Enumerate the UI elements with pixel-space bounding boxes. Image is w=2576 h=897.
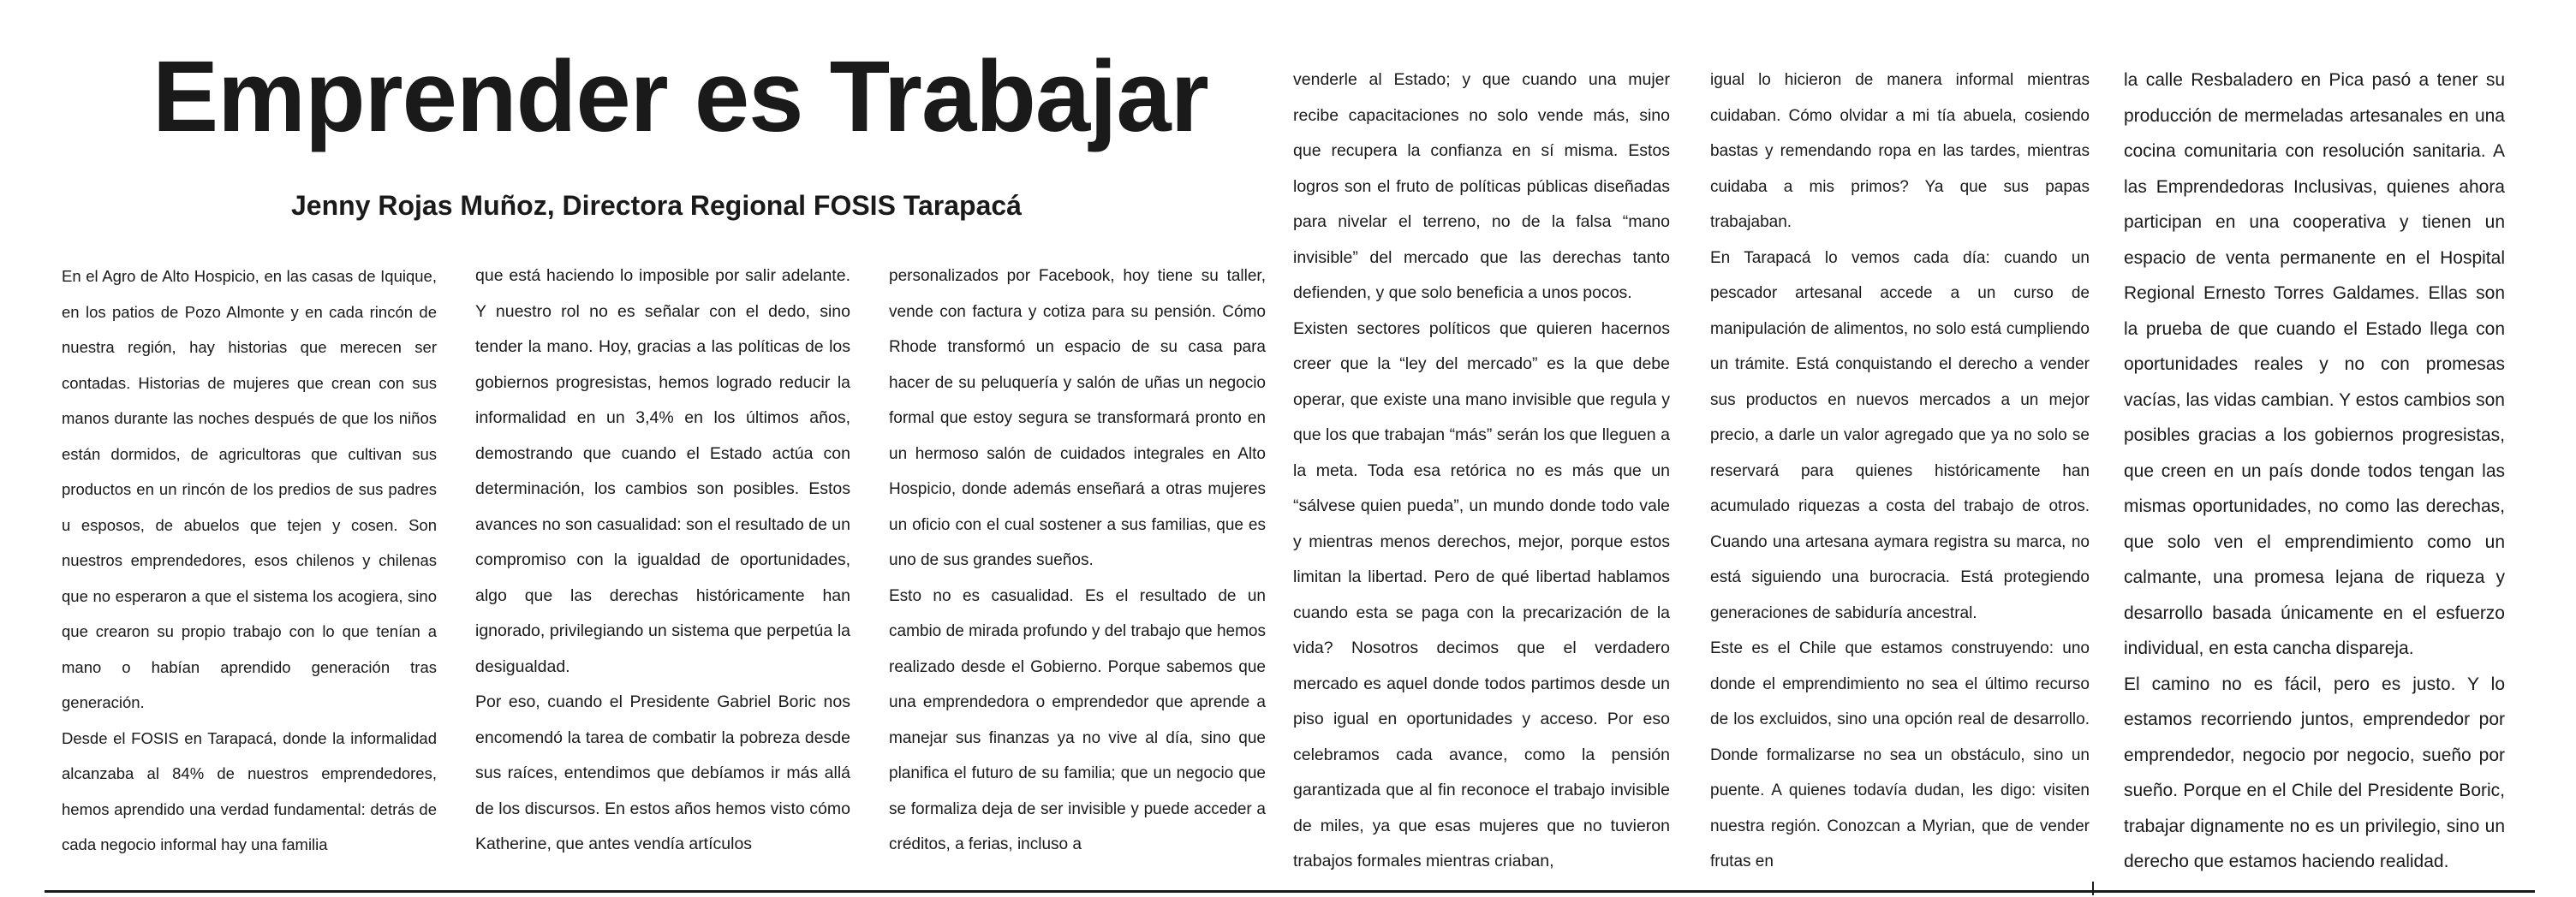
paragraph: Este es el Chile que estamos construyendo: uno donde el emprendimiento no sea el último recurso de los excluidos, sino una opción real de desarrollo. Donde formalizarse no sea un obstáculo, sino un puente. A quienes todavía dudan, les digo: visiten nuestra región. Conozcan a Myrian, que de vender frutas en	[1710, 639, 2090, 870]
text-column-2	[475, 258, 850, 863]
paragraph: igual lo hicieron de manera informal mientras cuidaban. Cómo olvidar a mi tía abuela, cosiendo bastas y remendando ropa en las tardes, mientras cuidaba a mis primos? Ya que sus papas trabajaban.	[1710, 71, 2090, 231]
text-column-4	[1293, 62, 1670, 880]
text-column-1	[62, 258, 437, 863]
paragraph: En el Agro de Alto Hospicio, en las casas de Iquique, en los patios de Pozo Almonte y en cada rincón de nuestra región, hay historias que merecen ser contadas. Historias de mujeres que crean con sus manos durante las noches después de que los niños están dormidos, de agricultoras que cultivan sus productos en un rincón de los predios de sus padres u esposos, de abuelos que tejen y cosen. Son nuestros emprendedores, esos chilenos y chilenas que no esperaron a que el sistema los acogiera, sino que crearon su propio trabajo con lo que tenían a mano o habían aprendido generación tras generación.	[62, 267, 437, 711]
paragraph: que está haciendo lo imposible por salir adelante. Y nuestro rol no es señalar con el dedo, sino tender la mano. Hoy, gracias a las políticas de los gobiernos progresistas, hemos logrado reducir la informalidad en un 3,4% en los últimos años, demostrando que cuando el Estado actúa con determinación, los cambios son posibles. Estos avances no son casualidad: son el resultado de un compromiso con la igualdad de oportunidades, algo que las derechas históricamente han ignorado, privilegiando un sistema que perpetúa la desigualdad.	[475, 266, 850, 676]
text-column-5	[1710, 62, 2090, 880]
paragraph: Existen sectores políticos que quieren hacernos creer que la “ley del mercado” es la que debe operar, que existe una mano invisible que regula y que los que trabajan “más” serán los que lleguen a la meta. Toda esa retórica no es más que un “sálvese quien pueda”, un mundo donde todo vale y mientras menos derechos, mejor, porque estos limitan la libertad. Pero de qué libertad hablamos cuando esta se paga con la precarización de la vida? Nosotros decimos que el verdadero mercado es aquel donde todos partimos desde un piso igual en oportunidades y acceso. Por eso celebramos cada avance, como la pensión garantizada que al fin reconoce el trabajo invisible de miles, ya que esas mujeres que no tuvieron trabajos formales mientras criaban,	[1293, 318, 1670, 870]
bottom-rule	[45, 890, 2535, 893]
text-column-3	[889, 258, 1266, 863]
paragraph: Desde el FOSIS en Tarapacá, donde la informalidad alcanzaba al 84% de nuestros emprendedores, hemos aprendido una verdad fundamental: detrás de cada negocio informal hay una familia	[62, 728, 437, 853]
article-byline: Jenny Rojas Muñoz, Directora Regional FOSIS Tarapacá	[291, 190, 1022, 221]
article-title: Emprender es Trabajar	[152, 40, 1208, 153]
rule-tick	[2092, 882, 2094, 895]
paragraph: venderle al Estado; y que cuando una mujer recibe capacitaciones no solo vende más, sino que recupera la confianza en sí misma. Estos logros son el fruto de políticas públicas diseñadas para nivelar el terreno, no de la falsa “mano invisible” del mercado que las derechas tanto defienden, y que solo beneficia a unos pocos.	[1293, 70, 1670, 302]
paragraph: personalizados por Facebook, hoy tiene su taller, vende con factura y cotiza para su pensión. Cómo Rhode transformó un espacio de su casa para hacer de su peluquería y salón de uñas un negocio formal que estoy segura se transformará pronto en un hermoso salón de cuidados integrales en Alto Hospicio, donde además enseñará a otras mujeres un oficio con el cual sostener a sus familias, que es uno de sus grandes sueños.	[889, 267, 1266, 569]
paragraph: En Tarapacá lo vemos cada día: cuando un pescador artesanal accede a un curso de manipulación de alimentos, no solo está cumpliendo un trámite. Está conquistando el derecho a vender sus productos en nuevos mercados a un mejor precio, a darle un valor agregado que ya no solo se reservará para quienes históricamente han acumulado riquezas a costa del trabajo de otros. Cuando una artesana aymara registra su marca, no está siguiendo una burocracia. Está protegiendo generaciones de sabiduría ancestral.	[1710, 248, 2090, 622]
paragraph: la calle Resbaladero en Pica pasó a tener su producción de mermeladas artesanales en una cocina comunitaria con resolución sanitaria. A las Emprendedoras Inclusivas, quienes ahora participan en una cooperativa y tienen un espacio de venta permanente en el Hospital Regional Ernesto Torres Galdames. Ellas son la prueba de que cuando el Estado llega con oportunidades reales y no con promesas vacías, las vidas cambian. Y estos cambios son posibles gracias a los gobiernos progresistas, que creen en un país donde todos tengan las mismas oportunidades, no como las derechas, que solo ven el emprendimiento como un calmante, una promesa lejana de riqueza y desarrollo basada únicamente en el esfuerzo individual, en esta cancha dispareja.	[2124, 70, 2505, 658]
paragraph: Esto no es casualidad. Es el resultado de un cambio de mirada profundo y del trabajo que hemos realizado desde el Gobierno. Porque sabemos que una emprendedora o emprendedor que aprende a manejar sus finanzas ya no vive al día, sino que planifica el futuro de su familia; que un negocio que se formaliza deja de ser invisible y puede acceder a créditos, a ferias, incluso a	[889, 586, 1266, 853]
text-column-6	[2124, 62, 2505, 880]
paragraph: Por eso, cuando el Presidente Gabriel Boric nos encomendó la tarea de combatir la pobreza desde sus raíces, entendimos que debíamos ir más allá de los discursos. En estos años hemos visto cómo Katherine, que antes vendía artículos	[475, 692, 850, 853]
paragraph: El camino no es fácil, pero es justo. Y lo estamos recorriendo juntos, emprendedor por emprendedor, negocio por negocio, sueño por sueño. Porque en el Chile del Presidente Boric, trabajar dignamente no es un privilegio, sino un derecho que estamos haciendo realidad.	[2124, 674, 2505, 871]
